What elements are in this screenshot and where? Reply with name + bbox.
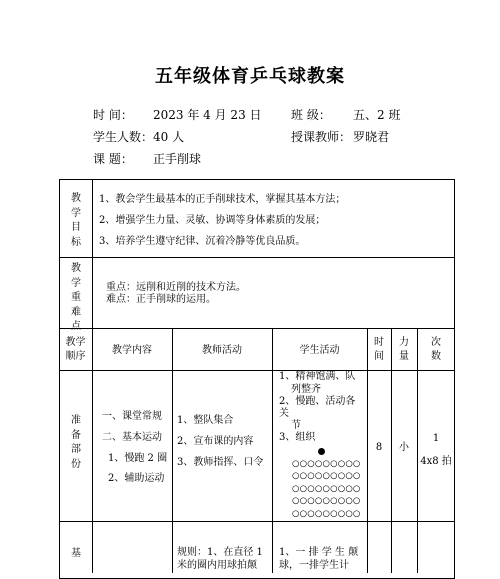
topic-value: 正手削球 bbox=[153, 152, 202, 166]
prep-student-item: 3、组织 bbox=[279, 432, 316, 443]
prep-content-item: 2、辅助运动 bbox=[108, 473, 165, 484]
students-value: 40 人 bbox=[153, 130, 185, 144]
prep-student-item: 节 bbox=[291, 420, 301, 431]
column-divider bbox=[92, 179, 93, 328]
header-teacher: 教师活动 bbox=[202, 345, 242, 356]
row-divider bbox=[59, 328, 455, 329]
formation-row: ○○○○○○○○○ bbox=[292, 496, 361, 507]
header-order: 教学 顺序 bbox=[65, 337, 86, 362]
teacher-value: 罗晓君 bbox=[353, 130, 390, 144]
prep-student-item: 1、精神饱满、队 bbox=[279, 371, 356, 382]
basic-label: 基 bbox=[71, 548, 81, 559]
row-divider bbox=[59, 521, 455, 522]
prep-intensity: 小 bbox=[399, 442, 409, 453]
prep-time: 8 bbox=[375, 442, 383, 453]
difficulty-text: 难点：正手削球的运用。 bbox=[106, 294, 216, 305]
time-label: 时 间： bbox=[93, 108, 133, 122]
goal-item: 1、教会学生最基本的正手削球技术，掌握其基本方法； bbox=[99, 194, 346, 205]
prep-reps-beats: 4x8 拍 bbox=[420, 456, 452, 467]
goal-item: 2、增强学生力量、灵敏、协调等身体素质的发展； bbox=[99, 215, 326, 226]
formation-row: ○○○○○○○○○ bbox=[292, 508, 361, 519]
topic-label: 课 题： bbox=[93, 152, 133, 166]
basic-student-item: 1、一 排 学 生 颠 bbox=[279, 547, 359, 558]
goals-label: 教 学 目 标 bbox=[71, 193, 81, 248]
page-title: 五年级体育乒乓球教案 bbox=[155, 66, 345, 87]
header-content: 教学内容 bbox=[112, 345, 152, 356]
teacher-label: 授课教师： bbox=[291, 130, 352, 144]
formation-row: ○○○○○○○○○ bbox=[292, 459, 361, 469]
prep-content-item: 一、课堂常规 bbox=[102, 411, 162, 422]
formation-row: ○○○○○○○○○ bbox=[292, 483, 361, 494]
header-time: 时 间 bbox=[374, 337, 384, 362]
basic-teacher-item: 规则：1、在直径 1 bbox=[177, 547, 263, 558]
header-reps: 次 数 bbox=[431, 337, 441, 362]
prep-student-item: 列整齐 bbox=[291, 384, 321, 395]
prep-reps-count: 1 bbox=[432, 433, 440, 444]
column-divider bbox=[92, 328, 93, 573]
prep-student-item: 2、慢跑、活动各 bbox=[279, 396, 356, 407]
prep-content-item: 二、基本运动 bbox=[102, 432, 162, 443]
time-value: 2023 年 4 月 23 日 bbox=[153, 108, 262, 122]
students-label: 学生人数： bbox=[93, 130, 154, 144]
keypoints-label: 教 学 重 难 点 bbox=[71, 263, 81, 332]
header-intensity: 力 量 bbox=[399, 337, 409, 362]
column-divider bbox=[272, 328, 273, 573]
header-student: 学生活动 bbox=[299, 345, 340, 356]
prep-student-item: 关 bbox=[279, 408, 289, 419]
basic-student-item: 球，一排学生计 bbox=[279, 560, 349, 571]
prep-teacher-item: 1、整队集合 bbox=[177, 415, 234, 426]
class-label: 班 级： bbox=[291, 108, 331, 122]
basic-teacher-item: 米的圈内用球拍颠 bbox=[177, 560, 257, 571]
teacher-position-dot bbox=[318, 448, 325, 455]
prep-content-item: 1、慢跑 2 圈 bbox=[108, 453, 168, 464]
prep-teacher-item: 3、教师指挥、口令 bbox=[177, 457, 264, 468]
column-divider bbox=[417, 328, 418, 573]
prep-teacher-item: 2、宣布课的内容 bbox=[177, 436, 254, 447]
formation-row: ○○○○○○○○○ bbox=[292, 471, 361, 482]
focus-text: 重点：远削和近削的技术方法。 bbox=[106, 282, 246, 293]
row-divider bbox=[59, 370, 455, 371]
goal-item: 3、培养学生遵守纪律、沉着冷静等优良品质。 bbox=[99, 236, 306, 247]
row-divider bbox=[59, 257, 455, 258]
class-value: 五、2 班 bbox=[353, 108, 401, 122]
column-divider bbox=[172, 328, 173, 573]
formation-grid bbox=[292, 458, 361, 520]
prep-label: 准 备 部 份 bbox=[71, 415, 81, 470]
